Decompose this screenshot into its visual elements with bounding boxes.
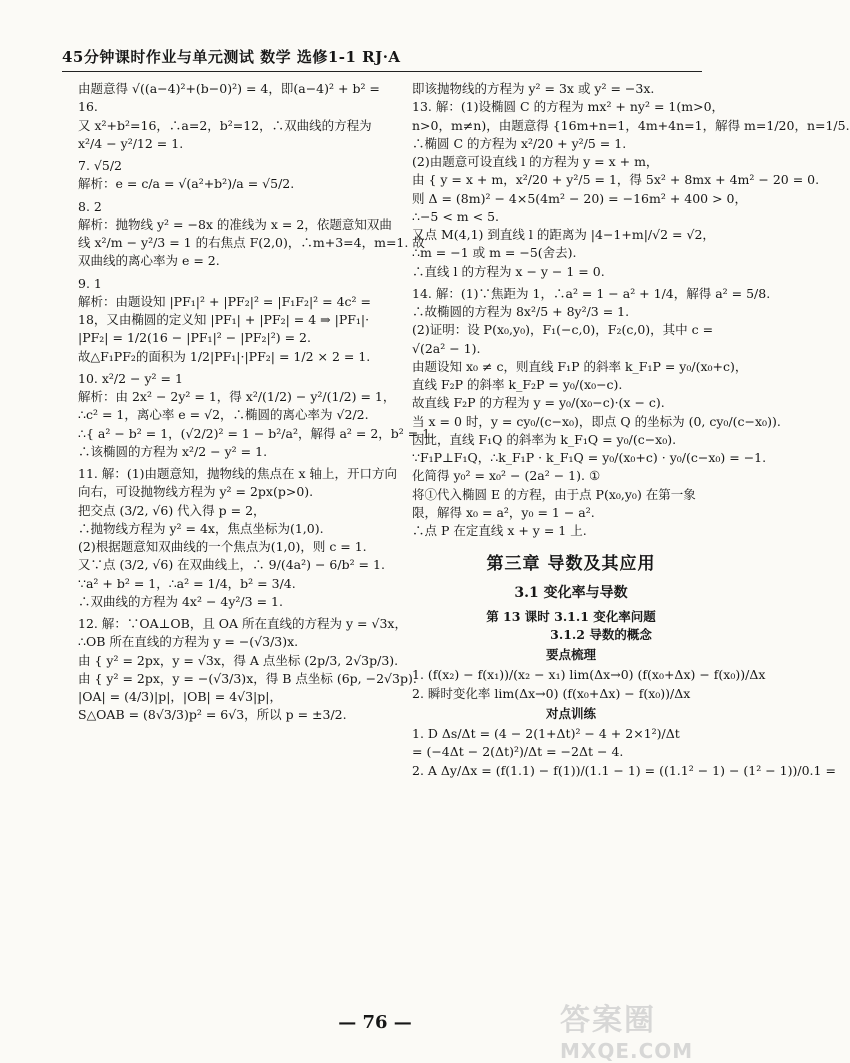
text-line: 由题设知 x₀ ≠ c，则直线 F₁P 的斜率 k_F₁P = y₀/(x₀+c)， bbox=[412, 358, 748, 374]
lesson-title: 第 13 课时 3.1.1 变化率问题 bbox=[486, 608, 656, 624]
practice-item: 2. A Δy/Δx = (f(1.1) − f(1))/(1.1 − 1) = ((1.1² − 1) − (1² − 1))/0.1 = bbox=[412, 762, 836, 778]
right-column bbox=[412, 80, 850, 780]
review-item: 2. 瞬时变化率 lim(Δx→0) (f(x₀+Δx) − f(x₀))/Δx bbox=[412, 685, 691, 701]
answer-10: 10. x²/2 − y² = 1 bbox=[78, 370, 183, 386]
practice-item: 1. D Δs/Δt = (4 − 2(1+Δt)² − 4 + 2×1²)/Δt bbox=[412, 726, 680, 741]
text-line: 限，解得 x₀ = a²，y₀ = 1 − a². bbox=[412, 504, 595, 520]
text-line: 16. bbox=[78, 99, 98, 115]
text-line: 18，又由椭圆的定义知 |PF₁| + |PF₂| = 4 ⇒ |PF₁|· bbox=[78, 312, 370, 327]
page-number: — 76 — bbox=[338, 1012, 412, 1033]
text-line: ∴故椭圆的方程为 8x²/5 + 8y²/3 = 1. bbox=[412, 304, 630, 319]
text-line: ∴c² = 1，离心率 e = √2，∴椭圆的离心率为 √2/2. bbox=[78, 407, 369, 423]
chapter-title: 第三章 导数及其应用 bbox=[486, 554, 656, 575]
text-line: 则 Δ = (8m)² − 4×5(4m² − 20) = −16m² + 400 > 0， bbox=[412, 190, 748, 206]
section-title: 3.1 变化率与导数 bbox=[514, 585, 628, 602]
watermark-logo-text: 答案圈 bbox=[560, 1003, 656, 1038]
text-line: ∴直线 l 的方程为 x − y − 1 = 0. bbox=[412, 263, 605, 279]
answer-8: 8. 2 bbox=[78, 198, 102, 214]
text-line: 故直线 F₂P 的方程为 y = y₀/(x₀−c)·(x − c). bbox=[412, 395, 665, 411]
practice-item: = (−4Δt − 2(Δt)²)/Δt = −2Δt − 4. bbox=[412, 744, 624, 760]
text-line: ∴椭圆 C 的方程为 x²/20 + y²/5 = 1. bbox=[412, 135, 627, 151]
text-line: 直线 F₂P 的斜率 k_F₂P = y₀/(x₀−c). bbox=[412, 377, 623, 392]
text-line: 当 x = 0 时，y = cy₀/(c−x₀)，即点 Q 的坐标为 (0, cy₀/(c−x₀)). bbox=[412, 413, 781, 429]
text-line: (2)根据题意知双曲线的一个焦点为(1,0)，则 c = 1. bbox=[78, 539, 367, 554]
answer-7: 7. √5/2 bbox=[78, 158, 122, 173]
text-line: 由 { y² = 2px，y = √3x，得 A 点坐标 (2p/3, 2√3p/3). bbox=[78, 652, 399, 668]
text-line: (2)证明：设 P(x₀,y₀)，F₁(−c,0)，F₂(c,0)，其中 c = bbox=[412, 322, 714, 338]
text-line: 故△F₁PF₂的面积为 1/2|PF₁|·|PF₂| = 1/2 × 2 = 1. bbox=[78, 348, 371, 364]
text-line: 又∵点 (3/2, √6) 在双曲线上，∴ 9/(4a²) − 6/b² = 1. bbox=[78, 557, 385, 573]
page-header: 45分钟课时作业与单元测试 数学 选修1-1 RJ·A bbox=[62, 46, 702, 72]
text-line: x²/4 − y²/12 = 1. bbox=[78, 135, 184, 151]
text-line: 向右，可设抛物线方程为 y² = 2px(p>0). bbox=[78, 484, 314, 500]
text-line: ∴OB 所在直线的方程为 y = −(√3/3)x. bbox=[78, 634, 299, 650]
text-line: 解析：由 2x² − 2y² = 1，得 x²/(1/2) − y²/(1/2) = 1， bbox=[78, 389, 396, 404]
text-line: 将①代入椭圆 E 的方程，由于点 P(x₀,y₀) 在第一象 bbox=[412, 486, 696, 502]
text-line: |PF₂| = 1/2(16 − |PF₁|² − |PF₂|²) = 2. bbox=[78, 330, 311, 346]
answer-11: 11. 解：(1)由题意知，抛物线的焦点在 x 轴上，开口方向 bbox=[78, 466, 398, 481]
text-line: √(2a² − 1). bbox=[412, 340, 481, 356]
text-line: 又点 M(4,1) 到直线 l 的距离为 |4−1+m|/√2 = √2， bbox=[412, 227, 715, 242]
text-line: ∵F₁P⊥F₁Q，∴k_F₁P · k_F₁Q = y₀/(x₀+c) · y₀/(c−x₀) = −1. bbox=[412, 450, 767, 465]
text-line: (2)由题意可设直线 l 的方程为 y = x + m， bbox=[412, 154, 659, 169]
left-column bbox=[78, 80, 435, 725]
text-line: ∴抛物线方程为 y² = 4x，焦点坐标为(1,0). bbox=[78, 520, 324, 536]
text-line: ∴该椭圆的方程为 x²/2 − y² = 1. bbox=[78, 443, 268, 459]
text-line: ∴m = −1 或 m = −5(舍去). bbox=[412, 245, 577, 261]
text-line: ∴−5 < m < 5. bbox=[412, 208, 499, 224]
answer-12: 12. 解：∵OA⊥OB，且 OA 所在直线的方程为 y = √3x， bbox=[78, 616, 407, 631]
review-item: 1. (f(x₂) − f(x₁))/(x₂ − x₁) lim(Δx→0) (f(x₀+Δx) − f(x₀))/Δx bbox=[412, 667, 766, 683]
text-line: 又 x²+b²=16，∴a=2，b²=12，∴双曲线的方程为 bbox=[78, 117, 372, 133]
text-line: 由 { y² = 2px，y = −(√3/3)x，得 B 点坐标 (6p, −2√3p). bbox=[78, 670, 417, 686]
text-line: 把交点 (3/2, √6) 代入得 p = 2， bbox=[78, 502, 266, 518]
text-line: 双曲线的离心率为 e = 2. bbox=[78, 253, 220, 269]
text-line: 解析：由题设知 |PF₁|² + |PF₂|² = |F₁F₂|² = 4c² = bbox=[78, 293, 372, 309]
text-line: 解析：e = c/a = √(a²+b²)/a = √5/2. bbox=[78, 176, 295, 192]
answer-13: 13. 解：(1)设椭圆 C 的方程为 mx² + ny² = 1(m>0， bbox=[412, 99, 725, 115]
text-line: ∴点 P 在定直线 x + y = 1 上. bbox=[412, 523, 587, 538]
text-line: 线 x²/m − y²/3 = 1 的右焦点 F(2,0)，∴m+3=4，m=1. 故 bbox=[78, 235, 425, 250]
text-line: 即该抛物线的方程为 y² = 3x 或 y² = −3x. bbox=[412, 81, 655, 96]
text-line: S△OAB = (8√3/3)p² = 6√3，所以 p = ±3/2. bbox=[78, 707, 347, 723]
watermark-logo bbox=[560, 995, 730, 1063]
watermark-url: MXQE.COM bbox=[560, 1039, 694, 1063]
text-line: 由题意得 √((a−4)²+(b−0)²) = 4，即(a−4)² + b² = bbox=[78, 81, 380, 96]
text-line: 解析：抛物线 y² = −8x 的准线为 x = 2，依题意知双曲 bbox=[78, 216, 392, 232]
text-line: n>0，m≠n)，由题意得 {16m+n=1，4m+4n=1，解得 m=1/20，n=1/5. bbox=[412, 117, 850, 133]
answer-9: 9. 1 bbox=[78, 275, 102, 291]
text-line: ∴双曲线的方程为 4x² − 4y²/3 = 1. bbox=[78, 593, 283, 609]
practice-heading: 对点训练 bbox=[545, 705, 596, 721]
text-line: ∴{ a² − b² = 1，(√2/2)² = 1 − b²/a²，解得 a² = 2，b² = 1. bbox=[78, 425, 435, 441]
answer-14: 14. 解：(1)∵焦距为 1，∴a² = 1 − a² + 1/4，解得 a² = 5/8. bbox=[412, 285, 771, 301]
text-line: 化简得 y₀² = x₀² − (2a² − 1). ① bbox=[412, 468, 601, 484]
lesson-subtitle: 3.1.2 导数的概念 bbox=[550, 626, 652, 642]
text-line: |OA| = (4/3)|p|，|OB| = 4√3|p|， bbox=[78, 689, 282, 704]
review-heading: 要点梳理 bbox=[545, 647, 596, 662]
text-line: ∵a² + b² = 1，∴a² = 1/4，b² = 3/4. bbox=[78, 575, 296, 591]
text-line: 因此，直线 F₁Q 的斜率为 k_F₁Q = y₀/(c−x₀). bbox=[412, 431, 677, 447]
text-line: 由 { y = x + m，x²/20 + y²/5 = 1，得 5x² + 8mx + 4m² − 20 = 0. bbox=[412, 172, 820, 188]
